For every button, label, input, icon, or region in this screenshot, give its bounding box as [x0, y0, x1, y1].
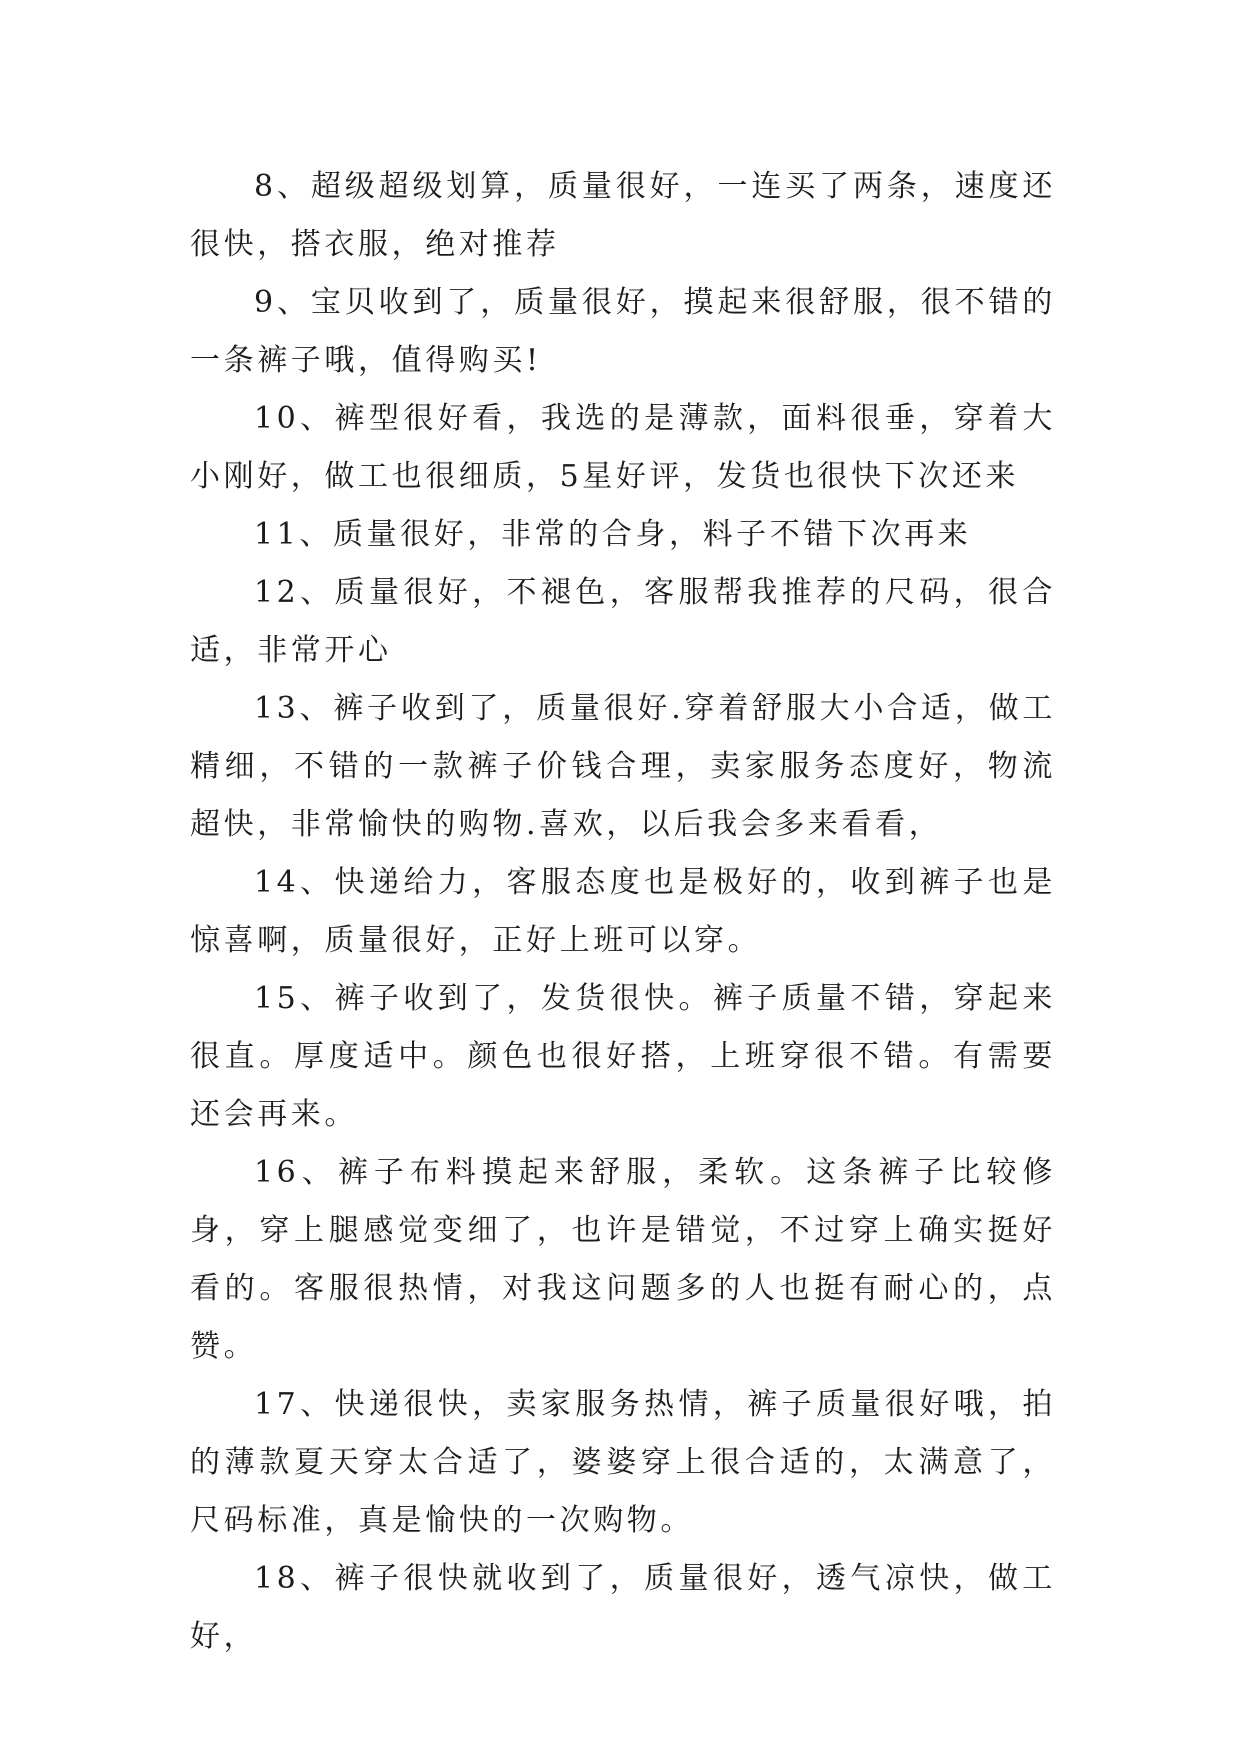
- review-item-17: 17、快递很快，卖家服务热情，裤子质量很好哦，拍的薄款夏天穿太合适了，婆婆穿上很合适的，太满意了，尺码标准，真是愉快的一次购物。: [190, 1387, 1056, 1538]
- review-item-14: 14、快递给力，客服态度也是极好的，收到裤子也是惊喜啊，质量很好，正好上班可以穿。: [190, 865, 1056, 958]
- review-item-18: 18、裤子很快就收到了，质量很好，透气凉快，做工好，: [190, 1561, 1056, 1654]
- review-item-16: 16、裤子布料摸起来舒服，柔软。这条裤子比较修身，穿上腿感觉变细了，也许是错觉，不过穿上确实挺好看的。客服很热情，对我这问题多的人也挺有耐心的，点赞。: [190, 1155, 1056, 1364]
- review-item-8: 8、超级超级划算，质量很好，一连买了两条，速度还很快，搭衣服，绝对推荐: [190, 169, 1056, 262]
- document-body: [190, 158, 1056, 1666]
- review-item-10: 10、裤型很好看，我选的是薄款，面料很垂，穿着大小刚好，做工也很细质，5星好评，发货也很快下次还来: [190, 401, 1056, 494]
- review-item-11: 11、质量很好，非常的合身，料子不错下次再来: [254, 517, 972, 552]
- review-item-15: 15、裤子收到了，发货很快。裤子质量不错，穿起来很直。厚度适中。颜色也很好搭，上班穿很不错。有需要还会再来。: [190, 981, 1056, 1132]
- review-item-9: 9、宝贝收到了，质量很好，摸起来很舒服，很不错的一条裤子哦，值得购买!: [190, 285, 1056, 378]
- review-item-12: 12、质量很好，不褪色，客服帮我推荐的尺码，很合适，非常开心: [190, 575, 1056, 668]
- review-item-13: 13、裤子收到了，质量很好.穿着舒服大小合适，做工精细，不错的一款裤子价钱合理，卖家服务态度好，物流超快，非常愉快的购物.喜欢，以后我会多来看看，: [190, 691, 1056, 842]
